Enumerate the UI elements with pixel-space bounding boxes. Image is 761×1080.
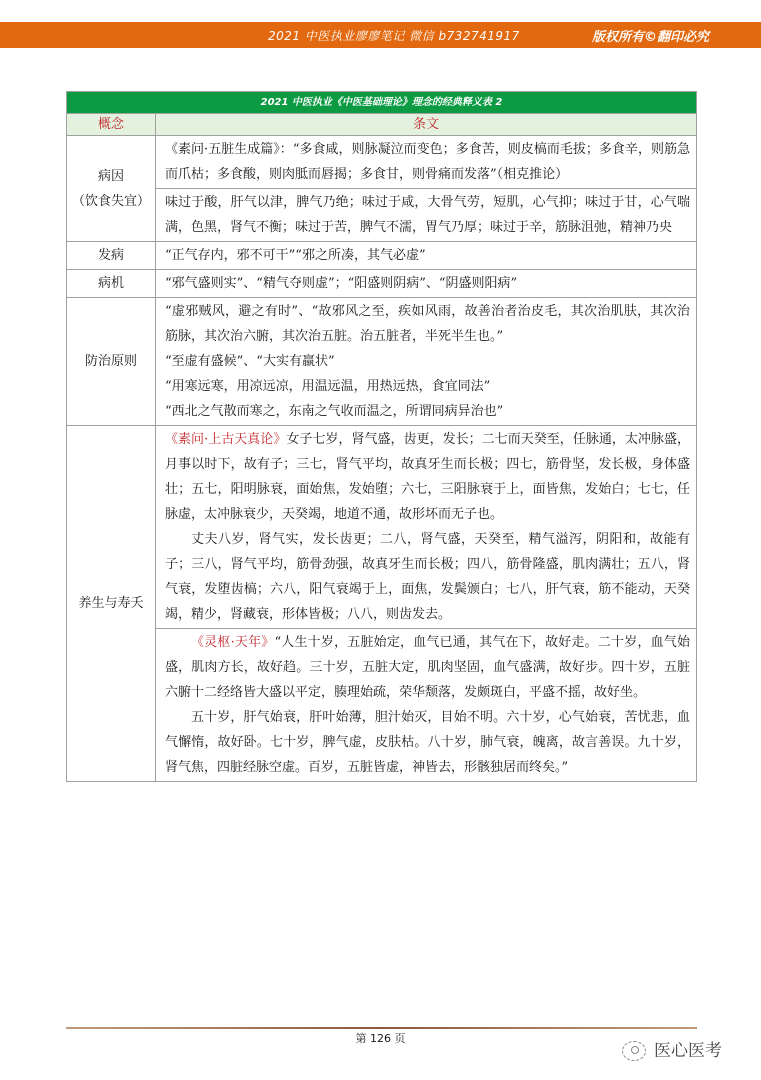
column-header-concept: 概念: [67, 114, 156, 136]
paragraph: 丈夫八岁，肾气实，发长齿更；二八，肾气盛，天癸至，精气溢泻，阴阳和，故能有子；三八，肾气平均，筋骨劲强，故真牙生而长极；四八，筋骨隆盛，肌肉满壮；五八，肾气衰，发堕齿槁；六八，阳气衰竭于上，面焦，发鬓颁白；七八，肝气衰，筋不能动，天癸竭，精少，肾藏衰，形体皆极；八八，则齿发去。: [165, 532, 690, 622]
source-citation: 《灵枢·天年》: [191, 635, 275, 650]
concept-cell: [67, 136, 156, 242]
copyright-notice: 版权所有©翻印必究: [592, 30, 710, 45]
paragraph: [165, 630, 690, 705]
paragraph-text: 女子七岁，肾气盛，齿更，发长；二七而天癸至，任脉通，太冲脉盛，月事以时下，故有子；三七，肾气平均，故真牙生而长极；四七，筋骨坚，发长极，身体盛壮；五七，阳明脉衰，面始焦，发始堕；六七，三阳脉衰于上，面皆焦，发始白；七七，任脉虚，太冲脉衰少，天癸竭，地道不通，故形坏而无子也。: [165, 432, 690, 522]
paragraph: “用寒远寒，用凉远凉，用温远温，用热远热，食宜同法”: [165, 379, 491, 394]
table-row: [67, 426, 697, 629]
header-bar: [0, 22, 761, 48]
table-row: [67, 189, 697, 242]
watermark: [622, 1036, 722, 1061]
concept-cell: 养生与寿夭: [67, 426, 156, 782]
text-cell: “邪气盛则实”、“精气夺则虚”；“阳盛则阴病”、“阴盛则阳病”: [156, 270, 697, 298]
page-number: 第 126 页: [355, 1032, 406, 1045]
text-cell: 味过于酸，肝气以津，脾气乃绝；味过于咸，大骨气劳，短肌，心气抑；味过于甘，心气喘满，色黑，肾气不衡；味过于苦，脾气不濡，胃气乃厚；味过于辛，筋脉沮弛，精神乃央: [156, 189, 697, 242]
table-title: 2021 中医执业《中医基础理论》理念的经典释义表 2: [67, 92, 697, 114]
concept-label: 病因: [97, 168, 124, 184]
text-cell: [156, 298, 697, 426]
table-row: [67, 270, 697, 298]
concept-sublabel: （饮食失宜）: [71, 193, 150, 209]
paragraph: “西北之气散而寒之，东南之气收而温之，所谓同病异治也”: [165, 404, 504, 419]
text-cell: [156, 426, 697, 629]
table-row: [67, 242, 697, 270]
concept-table: [66, 91, 697, 782]
text-cell: 《素问·五脏生成篇》：“多食咸，则脉凝泣而变色；多食苦，则皮槁而毛拔；多食辛，则筋急而爪枯；多食酸，则肉胝而唇揭；多食甘，则骨痛而发落”（相克推论）: [156, 136, 697, 189]
concept-cell: 发病: [67, 242, 156, 270]
paragraph: “虚邪贼风，避之有时”、“故邪风之至，疾如风雨，故善治者治皮毛，其次治肌肤，其次治筋脉，其次治六腑，其次治五脏。治五脏者，半死半生也。”: [165, 304, 690, 344]
paragraph: “至虚有盛候”、“大实有羸状”: [165, 354, 335, 369]
header-note: 2021 中医执业廖廖笔记 微信 b732741917: [268, 29, 520, 43]
paragraph: 五十岁，肝气始衰，肝叶始薄，胆汁始灭，目始不明。六十岁，心气始衰，苦忧悲，血气懈惰，故好卧。七十岁，脾气虚，皮肤枯。八十岁，肺气衰，魄离，故言善误。九十岁，肾气焦，四脏经脉空虚。百岁，五脏皆虚，神皆去，形骸独居而终矣。”: [165, 710, 690, 775]
table-row: [67, 136, 697, 189]
concept-cell: 病机: [67, 270, 156, 298]
column-header-text: 条文: [156, 114, 697, 136]
table-row: [67, 298, 697, 426]
text-cell: “正气存内，邪不可干”“邪之所凑，其气必虚”: [156, 242, 697, 270]
source-citation: 《素问·上古天真论》: [165, 432, 287, 447]
footer-divider: [66, 1027, 697, 1029]
table-header-row: [67, 114, 697, 136]
watermark-text: 医心医考: [654, 1041, 722, 1061]
paragraph: [165, 427, 690, 527]
wechat-logo-icon: [622, 1041, 646, 1061]
table-row: [67, 629, 697, 782]
text-cell: [156, 629, 697, 782]
table-title-row: [67, 92, 697, 114]
paragraph-text: “人生十岁，五脏始定，血气已通，其气在下，故好走。二十岁，血气始盛，肌肉方长，故好趋。三十岁，五脏大定，肌肉坚固，血气盛满，故好步。四十岁，五脏六腑十二经络皆大盛以平定，腠理始疏，荣华颓落，发颇斑白，平盛不摇，故好坐。: [165, 635, 690, 700]
concept-cell: 防治原则: [67, 298, 156, 426]
